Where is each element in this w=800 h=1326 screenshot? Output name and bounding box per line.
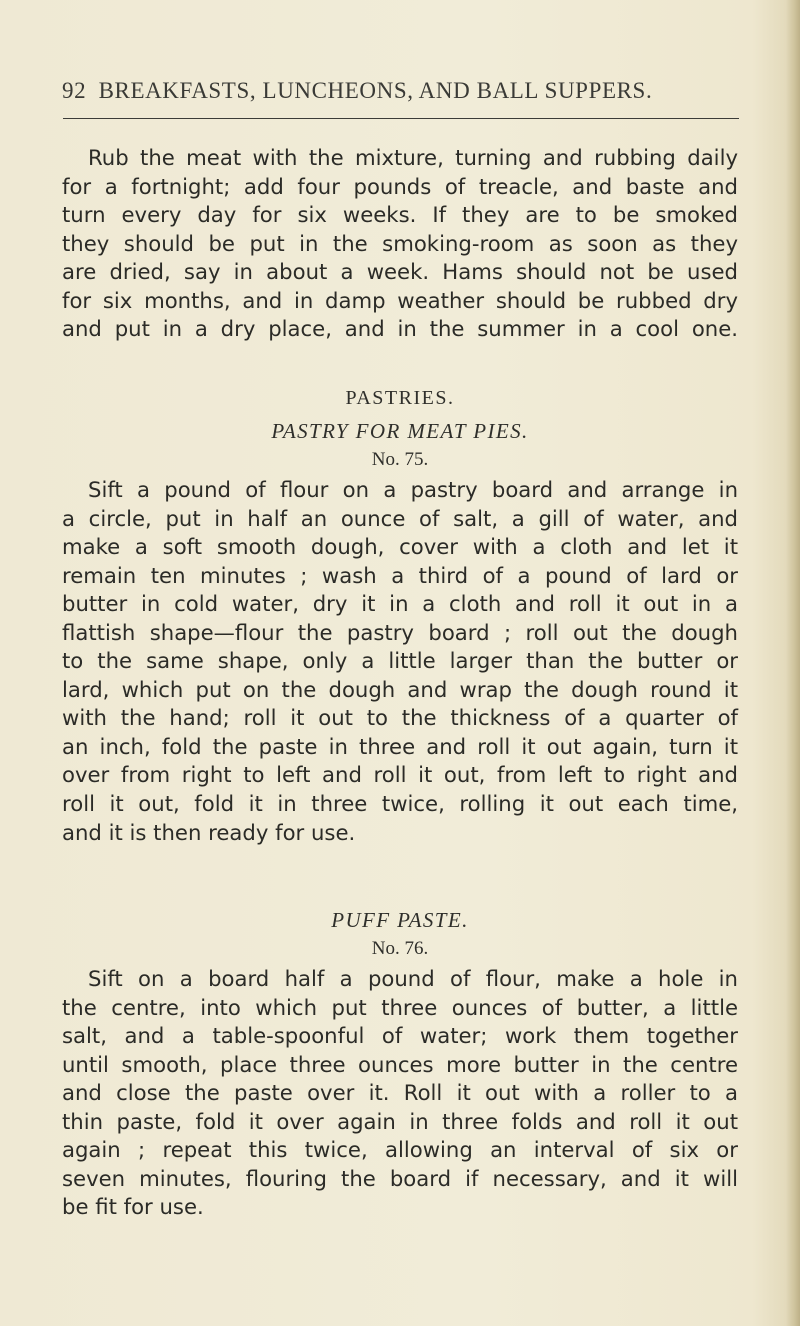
recipe-title: PUFF PASTE. [331,908,469,932]
text-line: Rub the meat with the mixture, turning and rubbing daily [88,145,738,170]
running-title: BREAKFASTS, LUNCHEONS, AND BALL SUPPERS. [98,78,653,103]
recipe-number: No. 76. [371,938,429,959]
text-line: again ; repeat this twice, allowing an interval of six or [62,1137,738,1163]
text-line: seven minutes, flouring the board if necessary, and it will [62,1165,738,1191]
text-line: be fit for use. [62,1194,204,1220]
page-number: 92 [62,78,87,103]
text-line: and it is then ready for use. [62,819,356,845]
recipe-76-paragraph [62,965,738,1222]
text-line: for six months, and in damp weather should be rubbed dry [62,287,738,313]
text-line: Sift a pound of flour on a pastry board and arrange in [88,477,738,502]
page-edge-shadow [786,0,800,1326]
text-line: flattish shape—flour the pastry board ; roll out the dough [62,619,738,645]
text-line: an inch, fold the paste in three and roll it out again, turn it [62,733,738,759]
text-line: with the hand; roll it out to the thickness of a quarter of [62,705,738,731]
text-line: make a soft smooth dough, cover with a cloth and let it [62,534,738,560]
text-line: until smooth, place three ounces more butter in the centre [62,1051,738,1077]
text-line: the centre, into which put three ounces of butter, a little [62,994,738,1020]
text-line: roll it out, fold it in three twice, rolling it out each time, [62,791,738,817]
text-line: over from right to left and roll it out, from left to right and [62,762,738,788]
intro-paragraph [62,144,738,344]
text-line: to the same shape, only a little larger than the butter or [62,648,738,674]
text-line: are dried, say in about a week. Hams should not be used [62,259,738,285]
recipe-75-paragraph [62,476,738,847]
text-line: salt, and a table-spoonful of water; work them together [62,1023,738,1049]
text-line: lard, which put on the dough and wrap the dough round it [62,676,738,702]
text-line: they should be put in the smoking-room as soon as they [62,230,738,256]
text-line: butter in cold water, dry it in a cloth and roll it out in a [62,591,738,617]
recipe-number: No. 75. [371,449,429,470]
text-line: turn every day for six weeks. If they are to be smoked [62,202,738,228]
text-line: remain ten minutes ; wash a third of a pound of lard or [62,562,738,588]
running-head [62,78,752,104]
recipe-title: PASTRY FOR MEAT PIES. [271,419,529,443]
text-line: and close the paste over it. Roll it out with a roller to a [62,1080,738,1106]
text-line: and put in a dry place, and in the summer in a cool one. [62,316,738,342]
text-line: a circle, put in half an ounce of salt, a gill of water, and [62,505,738,531]
text-line: thin paste, fold it over again in three folds and roll it out [62,1108,738,1134]
header-rule [63,118,739,119]
text-line: Sift on a board half a pound of flour, make a hole in [88,966,738,991]
section-title: PASTRIES. [345,387,455,409]
text-line: for a fortnight; add four pounds of treacle, and baste and [62,173,738,199]
